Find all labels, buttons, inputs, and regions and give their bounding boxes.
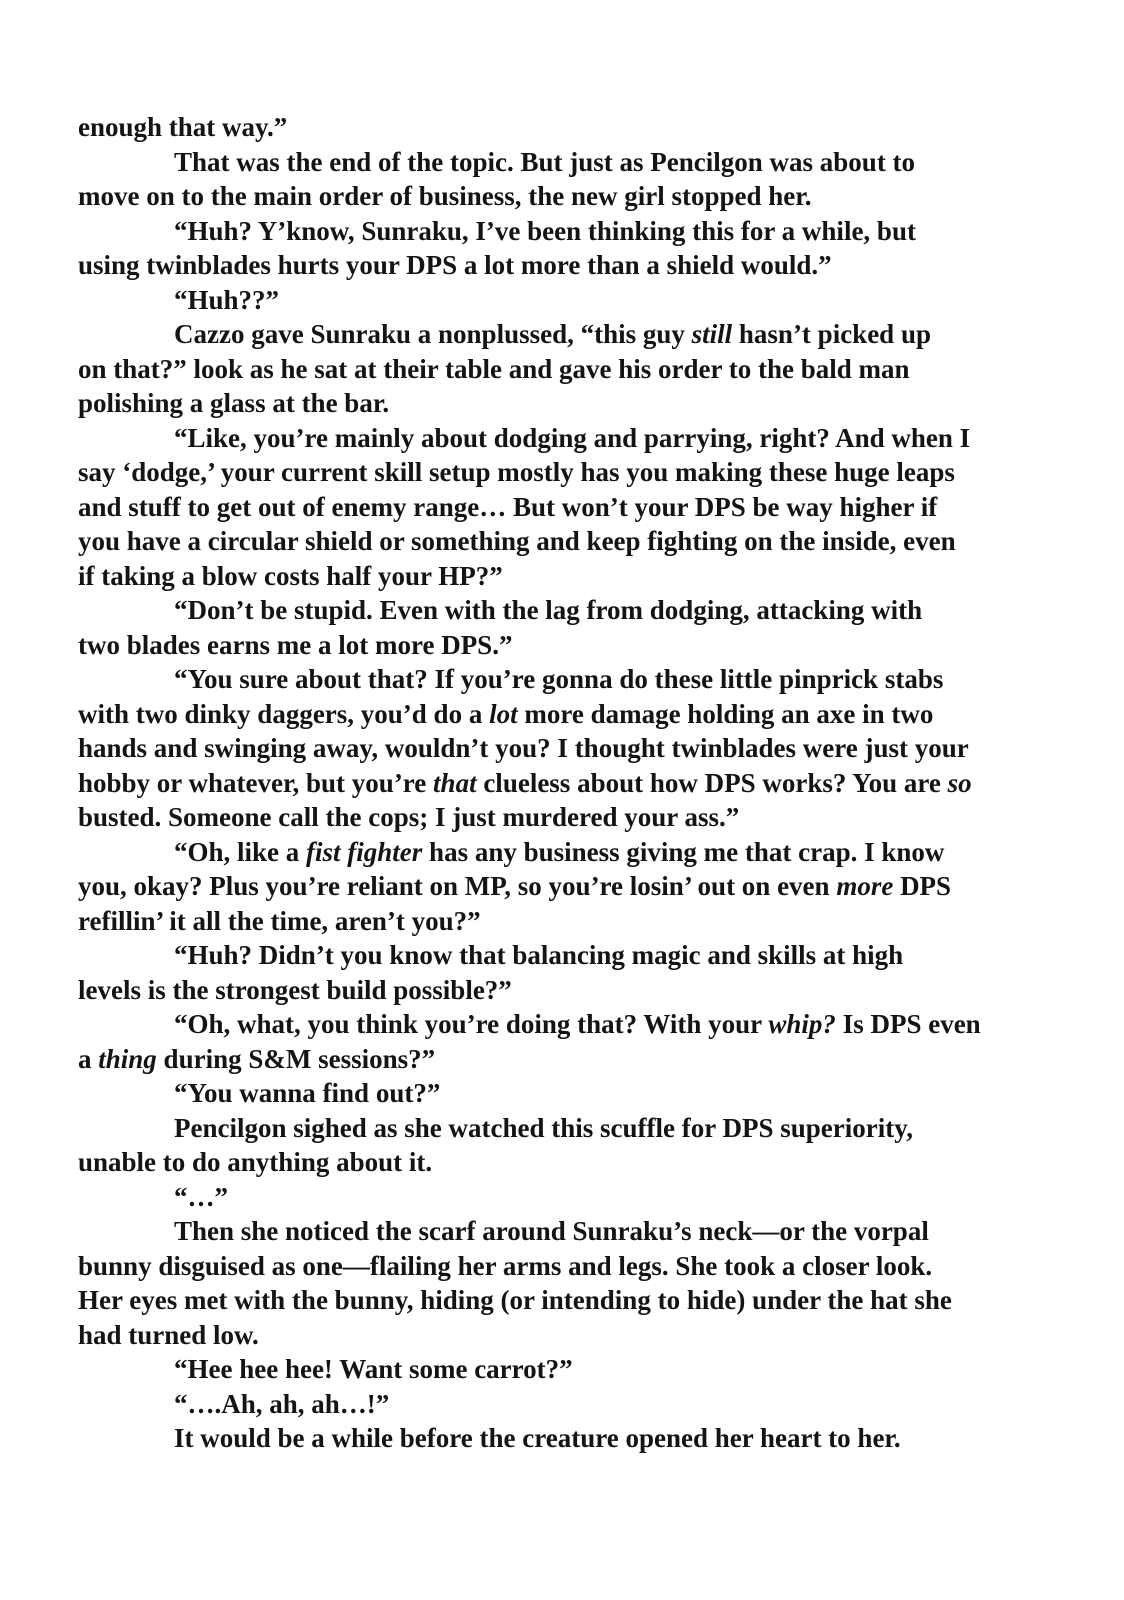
text-line: “Don’t be stupid. Even with the lag from dodging, attacking with xyxy=(174,595,923,625)
text-line: hands and swinging away, wouldn’t you? I thought twinblades were just your xyxy=(78,733,969,763)
paragraph xyxy=(78,1352,1078,1387)
paragraph xyxy=(78,1007,1078,1076)
text-run: more damage holding an axe in two xyxy=(517,698,934,729)
paragraph xyxy=(78,1214,1078,1352)
paragraph xyxy=(78,110,1078,145)
italic-text: still xyxy=(691,319,733,349)
text-line: using twinblades hurts your DPS a lot more than a shield would.” xyxy=(78,250,832,280)
paragraph xyxy=(78,1387,1078,1422)
italic-text: thing xyxy=(98,1043,157,1074)
text-run: hasn’t picked up xyxy=(732,319,931,349)
text-run: Cazzo gave Sunraku a nonplussed, “this guy xyxy=(174,319,692,349)
text-line: on that?” look as he sat at their table and gave his order to the bald man xyxy=(78,353,910,384)
text-line xyxy=(78,766,1078,801)
paragraph xyxy=(78,214,1078,283)
text-run: a xyxy=(78,1043,99,1074)
text-run: “Oh, what, you think you’re doing that? With your xyxy=(174,1009,769,1039)
text-line xyxy=(78,697,1078,732)
italic-text: lot xyxy=(489,698,518,729)
text-line xyxy=(78,869,1078,904)
text-run: Is DPS even xyxy=(835,1009,981,1039)
text-line: move on to the main order of business, the new girl stopped her. xyxy=(78,181,812,211)
text-line: Then she noticed the scarf around Sunraku’s neck—or the vorpal xyxy=(174,1216,929,1246)
text-line: and stuff to get out of enemy range… But won’t your DPS be way higher if xyxy=(78,491,938,522)
text-line: levels is the strongest build possible?” xyxy=(78,974,512,1005)
text-line: “…” xyxy=(174,1181,228,1212)
text-line: That was the end of the topic. But just as Pencilgon was about to xyxy=(174,146,916,177)
text-line: “Huh? Didn’t you know that balancing magic and skills at high xyxy=(174,940,904,970)
paragraph xyxy=(78,1111,1078,1180)
paragraph xyxy=(78,317,1078,421)
text-line: “You sure about that? If you’re gonna do these little pinprick stabs xyxy=(174,664,944,694)
italic-text: so xyxy=(947,767,972,798)
text-run: “Oh, like a xyxy=(174,836,307,867)
paragraph xyxy=(78,283,1078,318)
text-line: “….Ah, ah, ah…!” xyxy=(174,1388,390,1419)
text-line: you have a circular shield or something and keep fighting on the inside, even xyxy=(78,526,956,556)
text-line xyxy=(78,1042,1078,1077)
text-line: Pencilgon sighed as she watched this scuffle for DPS superiority, xyxy=(174,1112,914,1143)
paragraph xyxy=(78,662,1078,835)
text-line: unable to do anything about it. xyxy=(78,1147,433,1177)
text-run: during S&M sessions?” xyxy=(156,1043,436,1074)
italic-text: whip? xyxy=(768,1009,836,1039)
text-line: “You wanna find out?” xyxy=(174,1078,441,1108)
text-line: “Like, you’re mainly about dodging and parrying, right? And when I xyxy=(174,422,971,453)
text-line: refillin’ it all the time, aren’t you?” xyxy=(78,905,481,936)
paragraph xyxy=(78,1180,1078,1215)
paragraph xyxy=(78,835,1078,939)
text-run: you, okay? Plus you’re reliant on MP, so you’re losin’ out on even xyxy=(78,871,837,901)
text-run: with two dinky daggers, you’d do a xyxy=(78,698,490,729)
text-line: “Huh??” xyxy=(174,284,280,315)
italic-text: more xyxy=(836,871,894,901)
text-line: if taking a blow costs half your HP?” xyxy=(78,560,503,591)
text-line xyxy=(78,1007,1078,1042)
text-line: “Hee hee hee! Want some carrot?” xyxy=(174,1354,573,1384)
paragraph xyxy=(78,593,1078,662)
text-line: enough that way.” xyxy=(78,112,288,142)
paragraph xyxy=(78,938,1078,1007)
text-line: say ‘dodge,’ your current skill setup mostly has you making these huge leaps xyxy=(78,457,955,487)
paragraph xyxy=(78,1421,1078,1456)
text-line: polishing a glass at the bar. xyxy=(78,388,390,418)
text-line: had turned low. xyxy=(78,1319,259,1350)
text-line xyxy=(78,317,1078,352)
paragraph xyxy=(78,145,1078,214)
text-line xyxy=(78,835,1078,870)
text-line: two blades earns me a lot more DPS.” xyxy=(78,629,513,660)
text-run: DPS xyxy=(893,871,952,901)
italic-text: that xyxy=(433,767,477,798)
chapter-text xyxy=(78,110,1078,1456)
text-line: Her eyes met with the bunny, hiding (or intending to hide) under the hat she xyxy=(78,1285,952,1315)
italic-text: fist fighter xyxy=(306,836,423,867)
text-line: “Huh? Y’know, Sunraku, I’ve been thinking this for a while, but xyxy=(174,215,916,246)
text-run: hobby or whatever, but you’re xyxy=(78,767,434,798)
text-line: It would be a while before the creature opened her heart to her. xyxy=(174,1423,901,1453)
text-line: busted. Someone call the cops; I just murdered your ass.” xyxy=(78,802,740,832)
paragraph xyxy=(78,421,1078,594)
paragraph xyxy=(78,1076,1078,1111)
text-run: clueless about how DPS works? You are xyxy=(476,767,948,798)
text-line: bunny disguised as one—flailing her arms and legs. She took a closer look. xyxy=(78,1250,933,1281)
text-run: has any business giving me that crap. I know xyxy=(422,836,945,867)
